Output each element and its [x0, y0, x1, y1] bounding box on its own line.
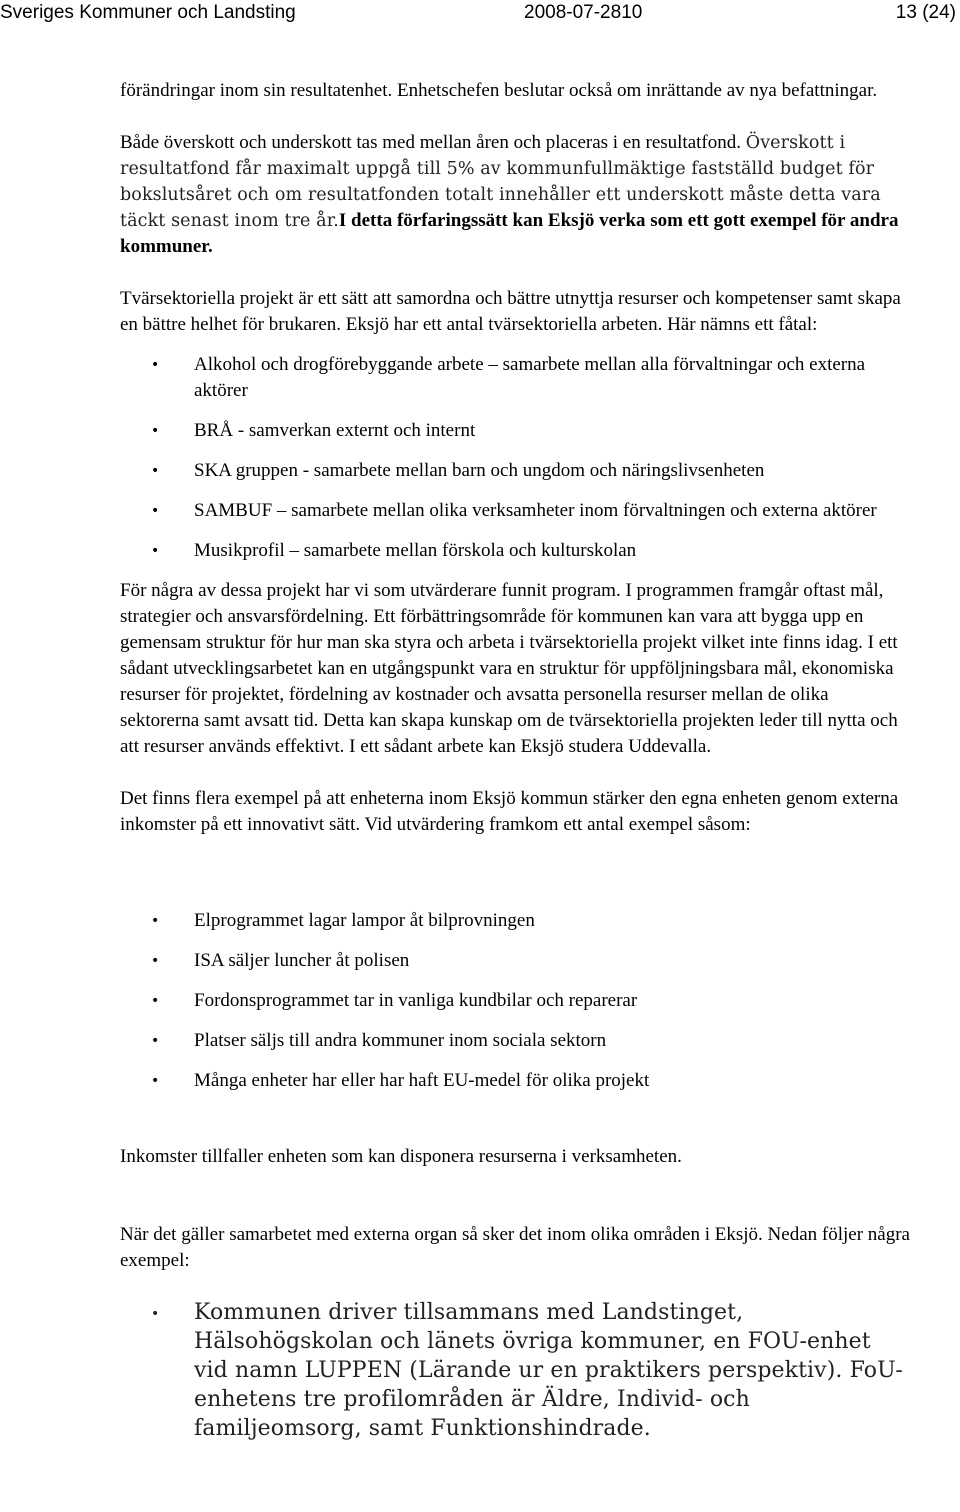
bullet-icon: • [151, 1073, 160, 1089]
header-organization: Sveriges Kommuner och Landsting [0, 2, 296, 23]
list-item [119, 988, 910, 1014]
bullet-icon: • [151, 463, 160, 479]
bullet-icon: • [151, 423, 160, 439]
paragraph-5: Det finns flera exempel på att enheterna inom Eksjö kommun stärker den egna enheten genom externa inkomster på ett innovativt sätt. Vid utvärdering framkom ett antal exempel såsom: [120, 788, 899, 835]
bullet-icon: • [151, 993, 160, 1009]
list-item [119, 458, 910, 484]
paragraph-1: förändringar inom sin resultatenhet. Enhetschefen beslutar också om inrättande av nya befattningar. [120, 80, 878, 101]
list-item-text: Många enheter har eller har haft EU-medel för olika projekt [194, 1070, 650, 1091]
paragraph-3: Tvärsektoriella projekt är ett sätt att samordna och bättre utnyttja resurser och kompetenser samt skapa en bättre helhet för brukaren. Eksjö har ett antal tvärsektoriella arbeten. Här nämns ett fåtal: [120, 288, 901, 335]
list-item [119, 1068, 910, 1094]
bullet-icon: • [151, 1033, 160, 1049]
bullet-icon: • [151, 913, 160, 929]
document-body [120, 78, 910, 1443]
paragraph-6: Inkomster tillfaller enheten som kan disponera resurserna i verksamheten. [120, 1146, 682, 1167]
paragraph-2-sentence-2: Överskott i resultatfond får maximalt uppgå till 5% av kommunfullmäktige fastställd budget för bokslutsåret och om resultatfonden totalt innehåller ett underskott måste detta vara täckt senast inom tre år. [120, 133, 881, 231]
bullet-icon: • [151, 953, 160, 969]
project-list [120, 352, 910, 564]
bullet-icon: • [151, 503, 160, 519]
list-item-text: Fordonsprogrammet tar in vanliga kundbilar och reparerar [194, 990, 638, 1011]
list-item-text: BRÅ - samverkan externt och internt [194, 420, 476, 441]
list-item [119, 908, 910, 934]
list-item-text: Alkohol och drogförebyggande arbete – samarbete mellan alla förvaltningar och externa aktörer [194, 354, 866, 401]
external-cooperation-list [120, 1298, 910, 1443]
paragraph-2-sentence-1: Både överskott och underskott tas med mellan åren och placeras i en resultatfond. [120, 132, 741, 153]
paragraph-2-sentence-3: I detta förfaringssätt kan Eksjö verka som ett gott exempel för andra kommuner. [120, 210, 899, 257]
list-item [119, 352, 910, 404]
list-item-text: Elprogrammet lagar lampor åt bilprovningen [194, 910, 535, 931]
list-item [119, 1028, 910, 1054]
paragraph-4: För några av dessa projekt har vi som utvärderare funnit program. I programmen framgår oftast mål, strategier och ansvarsfördelning. Ett förbättringsområde för kommunen kan vara att bygga upp en gemensam struktur för hur man ska styra och arbeta i tvärsektoriella projekt vilket inte finns idag. I ett sådant utvecklingsarbetet kan en utgångspunkt vara en struktur för uppföljningsbara mål, ekonomiska resurser för projektet, fördelning av kostnader och avsatta personella resurser mellan de olika sektorerna samt avsatt tid. Detta kan skapa kunskap om de tvärsektoriella projekten leder till nytta och att resurser används effektivt. I ett sådant arbete kan Eksjö studera Uddevalla. [120, 580, 898, 757]
paragraph-2 [120, 130, 910, 260]
list-item [119, 418, 910, 444]
list-item [119, 948, 910, 974]
list-item-text: Platser säljs till andra kommuner inom sociala sektorn [194, 1030, 607, 1051]
bullet-icon: • [151, 357, 160, 373]
list-item-text: Musikprofil – samarbete mellan förskola och kulturskolan [194, 540, 637, 561]
header-page-number: 13 (24) [895, 2, 956, 23]
list-item [119, 498, 910, 524]
page-header [0, 0, 960, 26]
list-item-text: SKA gruppen - samarbete mellan barn och ungdom och näringslivsenheten [194, 460, 765, 481]
list-item-text: Kommunen driver tillsammans med Landstinget, Hälsohögskolan och länets övriga kommuner, en FOU-enhet vid namn LUPPEN (Lärande ur en praktikers perspektiv). FoU-enhetens tre profilområden är Äldre, Individ- och familjeomsorg, samt Funktionshindrade. [194, 1300, 903, 1441]
header-date: 2008-07-2810 [524, 2, 643, 23]
paragraph-7: När det gäller samarbetet med externa organ så sker det inom olika områden i Eksjö. Nedan följer några exempel: [120, 1224, 910, 1271]
list-item-text: ISA säljer luncher åt polisen [194, 950, 410, 971]
bullet-icon: • [151, 543, 160, 559]
list-item-text: SAMBUF – samarbete mellan olika verksamheter inom förvaltningen och externa aktörer [194, 500, 877, 521]
bullet-icon: • [151, 1306, 160, 1322]
list-item [119, 538, 910, 564]
income-example-list [120, 908, 910, 1094]
list-item [119, 1298, 910, 1443]
